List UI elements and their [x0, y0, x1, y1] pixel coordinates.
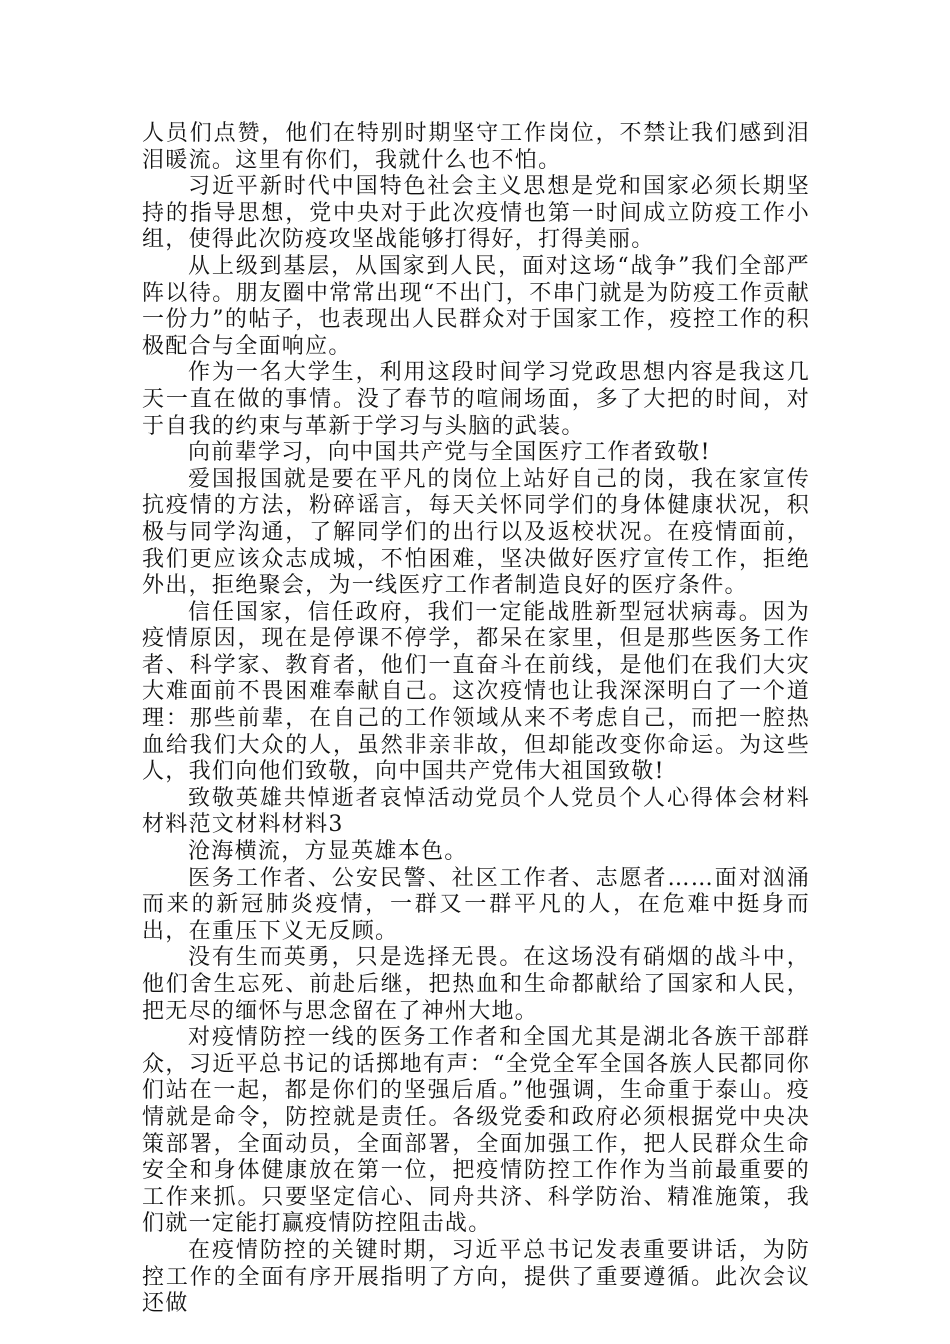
paragraph: 沧海横流，方显英雄本色。 — [188, 839, 468, 865]
paragraph: 在疫情防控的关键时期，习近平总书记发表重要讲话，为防控工作的全面有序开展指明了方向，提供了重要遵循。此次会议还做 — [142, 1237, 810, 1317]
paragraph-continuation: 人员们点赞，他们在特别时期坚守工作岗位，不禁让我们感到泪泪暖流。这里有你们，我就什么也不怕。 — [142, 121, 810, 173]
section-heading: 致敬英雄共悼逝者哀悼活动党员个人党员个人心得体会材料材料范文材料材料3 — [142, 785, 810, 838]
paragraph: 医务工作者、公安民警、社区工作者、志愿者……面对汹涌而来的新冠肺炎疫情，一群又一群平凡的人，在危难中挺身而出，在重压下义无反顾。 — [142, 865, 810, 944]
document-body — [142, 121, 810, 1318]
paragraph: 习近平新时代中国特色社会主义思想是党和国家必须长期坚持的指导思想，党中央对于此次疫情也第一时间成立防疫工作小组，使得此次防疫攻坚战能够打得好，打得美丽。 — [142, 174, 810, 253]
paragraph: 作为一名大学生，利用这段时间学习党政思想内容是我这几天一直在做的事情。没了春节的喧闹场面，多了大把的时间，对于自我的约束与革新于学习与头脑的武装。 — [142, 360, 810, 439]
paragraph: 没有生而英勇，只是选择无畏。在这场没有硝烟的战斗中，他们舍生忘死、前赴后继，把热血和生命都献给了国家和人民，把无尽的缅怀与思念留在了神州大地。 — [142, 945, 810, 1024]
paragraph: 向前辈学习，向中国共产党与全国医疗工作者致敬! — [188, 440, 711, 466]
paragraph: 从上级到基层，从国家到人民，面对这场“战争”我们全部严阵以待。朋友圈中常常出现“不出门，不串门就是为防疫工作贡献一份力”的帖子，也表现出人民群众对于国家工作，疫控工作的积极配合与全面响应。 — [142, 253, 810, 359]
paragraph: 对疫情防控一线的医务工作者和全国尤其是湖北各族干部群众，习近平总书记的话掷地有声：“全党全军全国各族人民都同你们站在一起，都是你们的坚强后盾。”他强调，生命重于泰山。疫情就是命令，防控就是责任。各级党委和政府必须根据党中央决策部署，全面动员，全面部署，全面加强工作，把人民群众生命安全和身体健康放在第一位，把疫情防控工作作为当前最重要的工作来抓。只要坚定信心、同舟共济、科学防治、精准施策，我们就一定能打赢疫情防控阻击战。 — [142, 1025, 810, 1237]
paragraph: 爱国报国就是要在平凡的岗位上站好自己的岗，我在家宣传抗疫情的方法，粉碎谣言，每天关怀同学们的身体健康状况，积极与同学沟通，了解同学们的出行以及返校状况。在疫情面前，我们更应该众志成城，不怕困难，坚决做好医疗宣传工作，拒绝外出，拒绝聚会，为一线医疗工作者制造良好的医疗条件。 — [142, 466, 810, 599]
paragraph: 信任国家，信任政府，我们一定能战胜新型冠状病毒。因为疫情原因，现在是停课不停学，都呆在家里，但是那些医务工作者、科学家、教育者，他们一直奋斗在前线，是他们在我们大灾大难面前不畏困难奉献自己。这次疫情也让我深深明白了一个道理：那些前辈，在自己的工作领域从来不考虑自己，而把一腔热血给我们大众的人，虽然非亲非故，但却能改变你命运。为这些人，我们向他们致敬，向中国共产党伟大祖国致敬! — [142, 599, 810, 785]
